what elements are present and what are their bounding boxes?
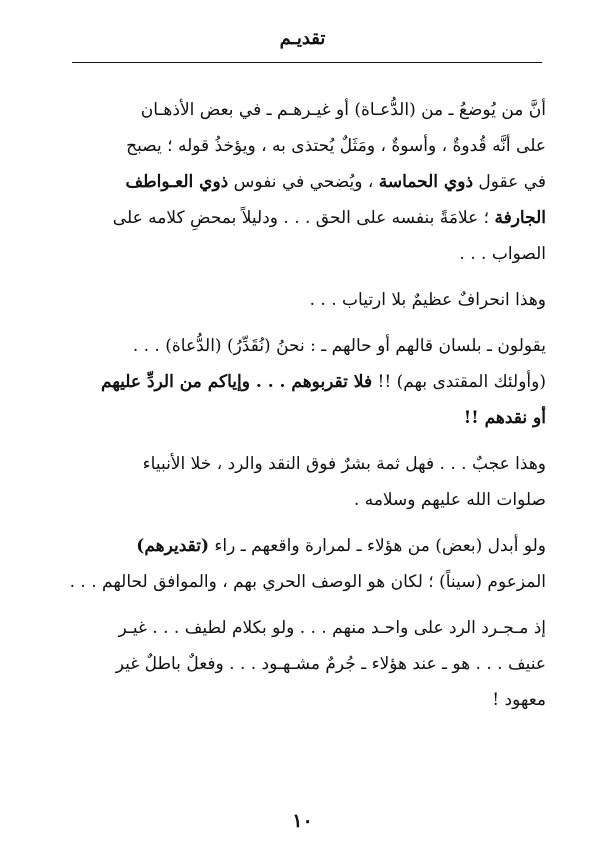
paragraph [68,446,546,518]
text-run: معهود ! [492,690,546,710]
text-line [68,164,546,200]
text-line [68,610,546,646]
running-header-title: تقديـم [279,28,326,49]
text-line [68,646,546,682]
text-line [68,200,546,236]
text-run: أنَّ من يُوضعُ ـ من (الدُّعـاة) أو غيـرهـم ـ في بعض الأذهـان [140,100,546,120]
text-run: (وأولئك المقتدى بهم) !! [372,372,546,392]
bold-text-run: أو نقدهم !! [463,408,546,428]
text-line [68,400,546,436]
text-line [68,282,546,318]
bold-text-run: فلا تقربوهم . . . وإياكم من الردِّ عليهم [101,372,373,392]
text-run: عنيف . . . هو ـ عند هؤلاء ـ جُرمٌ مشـهـود . . . وفعلٌ باطلٌ غير [115,654,546,674]
paragraph [68,528,546,600]
body-text [68,92,546,728]
paragraph [68,328,546,436]
paragraph [68,282,546,318]
text-line [68,482,546,518]
text-line [68,528,546,564]
text-run: في عقول [473,172,546,192]
text-line [68,128,546,164]
text-line [68,564,546,600]
text-run: ، ويُضحي في نفوس [228,172,379,192]
text-run: وهذا انحرافٌ عظيمٌ بلا ارتياب . . . [309,290,546,310]
bold-text-run: (تقديرهم) [136,536,210,556]
header-rule [72,62,542,63]
paragraph [68,610,546,718]
bold-text-run: الجارفة [494,208,546,228]
text-line [68,364,546,400]
text-run: إذ مـجـرد الرد على واحـد منهم . . . ولو بكلام لطيف . . . غيـر [118,618,546,638]
bold-text-run: ذوي الحماسة [378,172,474,192]
text-run: الصواب . . . [459,244,546,264]
text-run: وهذا عجبٌ . . . فهل ثمة بشرٌ فوق النقد والرد ، خلا الأنبياء [142,454,546,474]
text-line [68,328,546,364]
text-run: صلوات الله عليهم وسلامه . [353,490,546,510]
bold-text-run: ذوي العـواطف [125,172,229,192]
text-line [68,92,546,128]
paragraph [68,92,546,272]
text-run: المزعوم (سيناً) ؛ لكان هو الوصف الحري بهم ، والموافق لحالهم . . . [69,572,546,592]
text-line [68,682,546,718]
text-run: ولو أبدل (بعض) من هؤلاء ـ لمرارة واقعهم ـ راء [209,536,546,556]
text-run: على أنَّه قُدوةٌ ، وأسوةٌ ، ومَثَلٌ يُحتذى به ، ويؤخذُ قوله ؛ يصبح [126,136,546,156]
page-number: ١٠ [292,810,313,832]
text-run: يقولون ـ بلسان قالهم أو حالهم ـ : نحنُ (نُقَدِّرُ) (الدُّعاة) . . . [132,336,546,356]
text-line [68,446,546,482]
text-run: ؛ علامَةً بنفسه على الحق . . . ودليلاً بمحضِ كلامه على [112,208,495,228]
text-line [68,236,546,272]
